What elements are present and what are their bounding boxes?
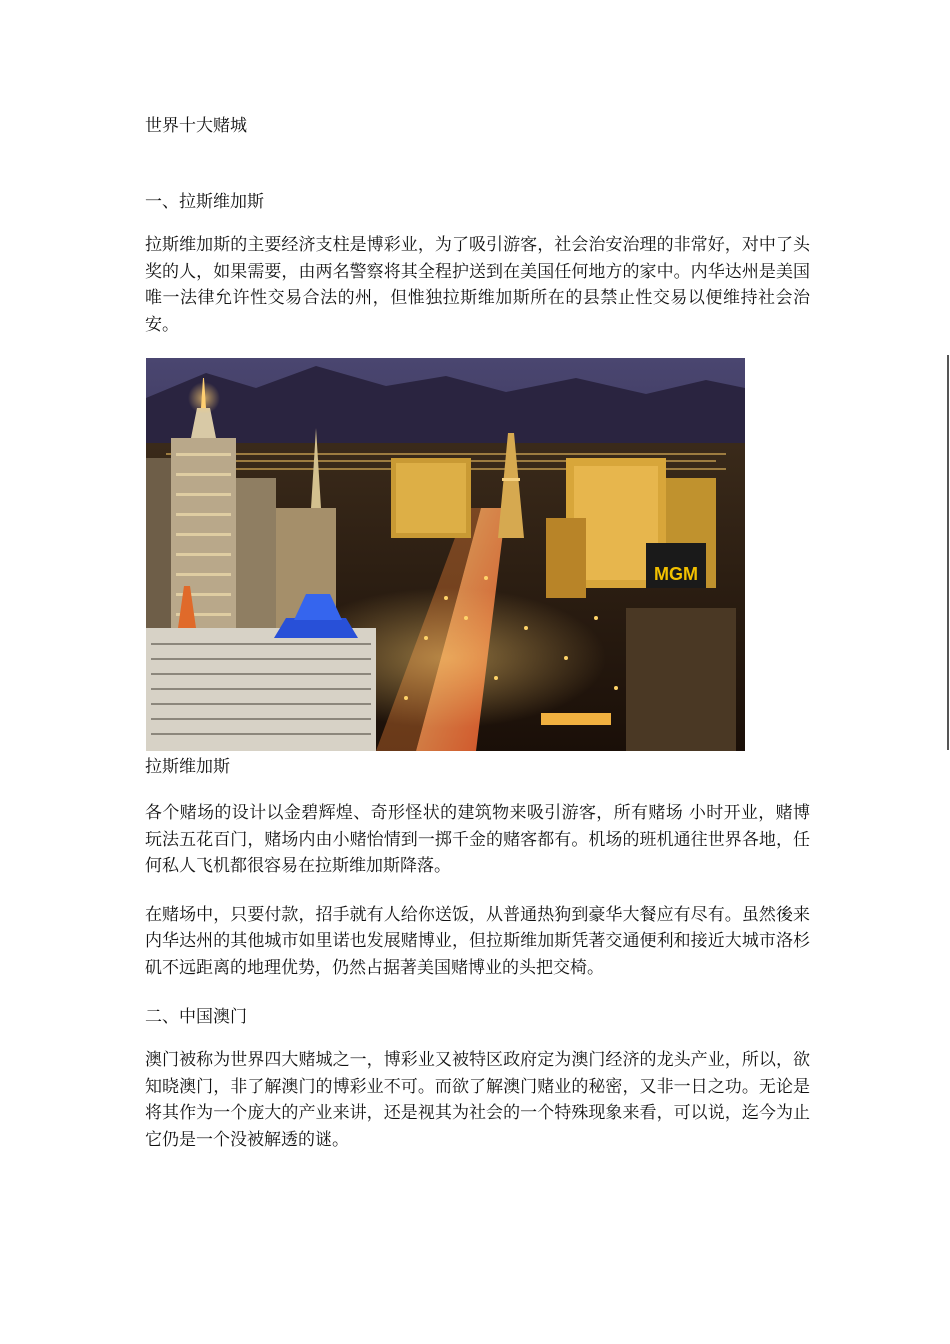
las-vegas-night-photo [146, 358, 745, 751]
las-vegas-paragraph-1: 拉斯维加斯的主要经济支柱是博彩业，为了吸引游客，社会治安治理的非常好，对中了头奖的人，如果需要，由两名警察将其全程护送到在美国任何地方的家中。内华达州是美国唯一法律允许性交易合法的州，但惟独拉斯维加斯所在的县禁止性交易以便维持社会治安。 [145, 235, 810, 335]
las-vegas-paragraph-2: 各个赌场的设计以金碧辉煌、奇形怪状的建筑物来吸引游客，所有赌场 小时开业，赌博玩法五花百门，赌场内由小赌怡情到一掷千金的赌客都有。机场的班机通往世界各地，任何私人飞机都很容易在拉斯维加斯降落。 [145, 803, 810, 876]
page-edge-divider [947, 355, 949, 750]
document-title: 世界十大赌城 [145, 116, 247, 136]
document-body-continued [145, 800, 810, 1175]
document-body [145, 112, 810, 360]
photo-caption: 拉斯维加斯 [145, 757, 230, 777]
macau-paragraph-1: 澳门被称为世界四大赌城之一，博彩业又被特区政府定为澳门经济的龙头产业，所以，欲知晓澳门，非了解澳门的博彩业不可。而欲了解澳门赌业的秘密，又非一日之功。无论是将其作为一个庞大的产业来讲，还是视其为社会的一个特殊现象来看，可以说，迄今为止它仍是一个没被解透的谜。 [145, 1050, 810, 1150]
section-heading-macau: 二、中国澳门 [145, 1007, 247, 1027]
las-vegas-paragraph-3: 在赌场中，只要付款，招手就有人给你送饭，从普通热狗到豪华大餐应有尽有。虽然後来内华达州的其他城市如里诺也发展赌博业，但拉斯维加斯凭著交通便利和接近大城市洛杉矶不远距离的地理优势，仍然占据著美国赌博业的头把交椅。 [145, 904, 810, 978]
section-heading-las-vegas: 一、拉斯维加斯 [145, 192, 264, 212]
mgm-sign: MGM [654, 564, 698, 584]
